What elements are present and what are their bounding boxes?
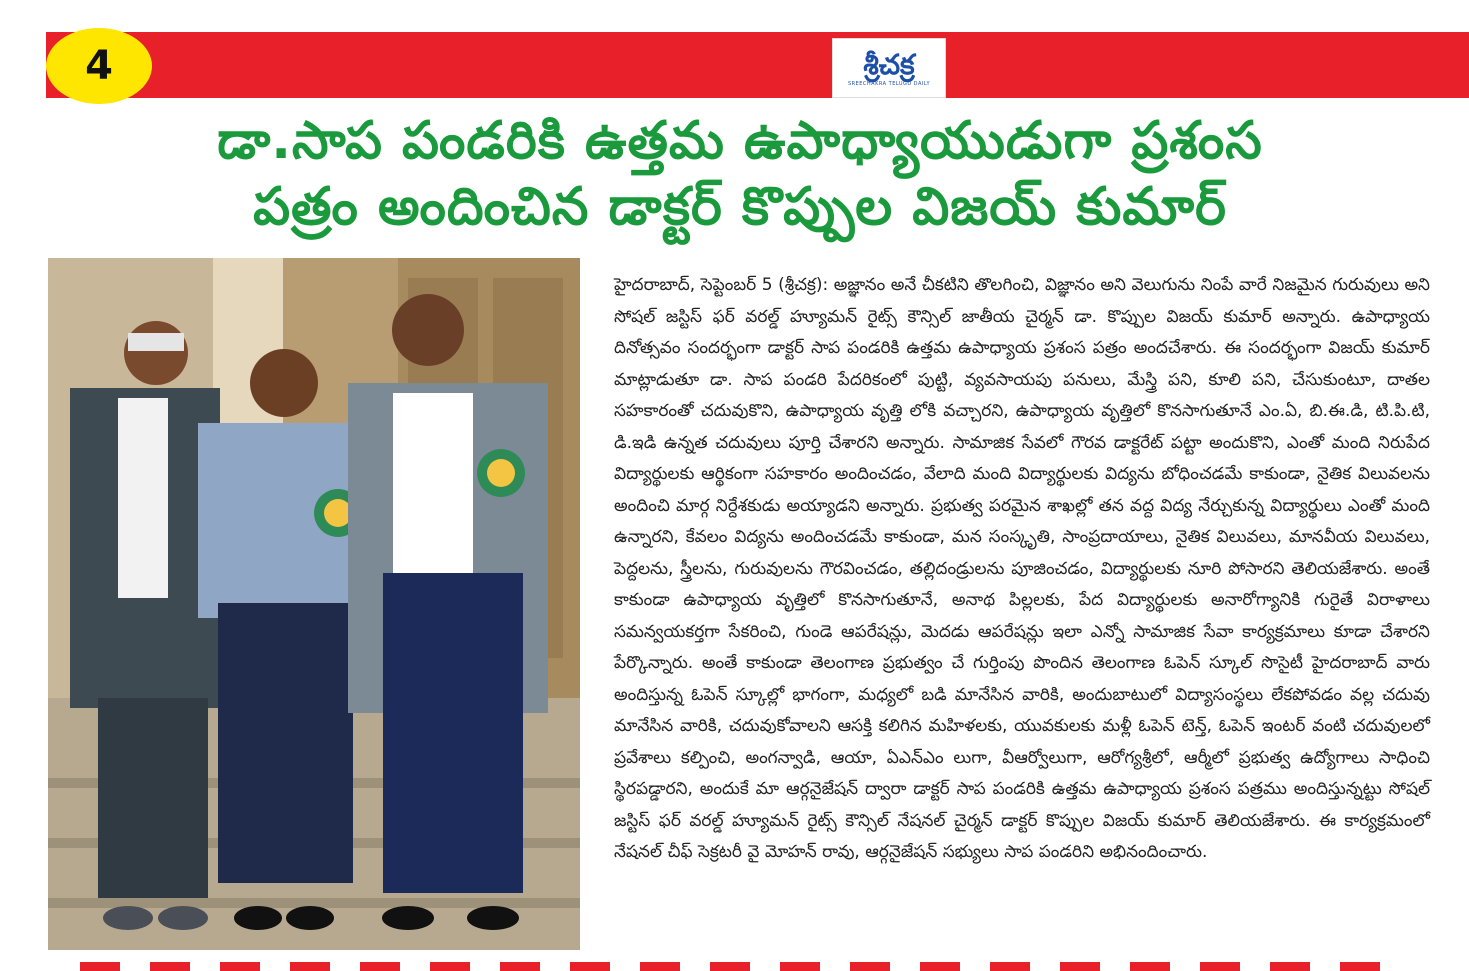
logo-text: శ్రీచక్ర bbox=[863, 48, 915, 81]
headline bbox=[40, 108, 1440, 240]
article-body: హైదరాబాద్, సెప్టెంబర్ 5 (శ్రీచక్ర): అజ్ఞానం అనే చీకటిని తొలగించి, విజ్ఞానం అని వెలుగును నింపే వారే నిజమైన గురువులు అని సోషల్ జస్టిస్ ఫర్ వరల్డ్ హ్యూమన్ రైట్స్ కౌన్సిల్ జాతీయ చైర్మన్ డా. కొప్పుల విజయ్ కుమార్ అన్నారు. ఉపాధ్యాయ దినోత్సవం సందర్భంగా డాక్టర్ సాప పండరికి ఉత్తమ ఉపాధ్యాయ ప్రశంస పత్రం అందచేశారు. ఈ సందర్భంగా విజయ్ కుమార్ మాట్లాడుతూ డా. సాప పండరి పేదరికంలో పుట్టి, వ్యవసాయపు పనులు, మేస్త్రి పని, కూలి పని, చేసుకుంటూ, దాతల సహకారంతో చదువుకొని, ఉపాధ్యాయ వృత్తి లోకి వచ్చారని, ఉపాధ్యాయ వృత్తిలో కొనసాగుతూనే ఎం.ఏ, బి.ఈ.డి, టి.పి.టి, డి.ఇడి ఉన్నత చదువులు పూర్తి చేశారని అన్నారు. సామాజిక సేవలో గౌరవ డాక్టరేట్ పట్టా అందుకొని, ఎంతో మంది నిరుపేద విద్యార్థులకు ఆర్థికంగా సహకారం అందించడం, వేలాది మంది విద్యార్థులకు విద్యను బోధించడమే కాకుండా, నైతిక విలువలను అందించి మార్గ నిర్దేశకుడు అయ్యాడని అన్నారు. ప్రభుత్వ పరమైన శాఖల్లో తన వద్ద విద్య నేర్చుకున్న విద్యార్థులు ఎంతో మంది ఉన్నారని, కేవలం విద్యను అందించడమే కాకుండా, మన సంస్కృతి, సాంప్రదాయాలు, నైతిక విలువలు, మానవీయ విలువలు, పెద్దలను, స్త్రీలను, గురువులను గౌరవించడం, తల్లిదండ్రులను పూజించడం, విద్యార్థులకు నూరి పోసారని తెలియజేశారు. అంతే కాకుండా ఉపాధ్యాయ వృత్తిలో కొనసాగుతూనే, అనాథ పిల్లలకు, పేద విద్యార్థులకు అనారోగ్యానికి గురైతే విరాళాలు సమన్వయకర్తగా సేకరించి, గుండె ఆపరేషన్లు, మెదడు ఆపరేషన్లు ఇలా ఎన్నో సామాజిక సేవా కార్యక్రమాలు కూడా చేశారని పేర్కొన్నారు. అంతే కాకుండా తెలంగాణ ప్రభుత్వం చే గుర్తింపు పొందిన తెలంగాణ ఓపెన్ స్కూల్ సొసైటీ హైదరాబాద్ వారు అందిస్తున్న ఓపెన్ స్కూల్లో భాగంగా, మధ్యలో బడి మానేసిన వారికి, అందుబాటులో విద్యాసంస్థలు లేకపోవడం వల్ల చదువు మానేసిన వారికి, చదువుకోవాలని ఆసక్తి కలిగిన మహిళలకు, యువకులకు మళ్లీ ఓపెన్ టెన్త్, ఓపెన్ ఇంటర్ వంటి చదువులలో ప్రవేశాలు కల్పించి, అంగన్వాడి, ఆయా, ఏఎన్ఎం లుగా, వీఆర్వోలుగా, ఆరోగ్యశ్రీలో, ఆర్మీలో ప్రభుత్వ ఉద్యోగాలు సాధించి స్థిరపడ్డారని, అందుకే మా ఆర్గనైజేషన్ ద్వారా డాక్టర్ సాప పండరికి ఉత్తమ ఉపాధ్యాయ ప్రశంస పత్రము అందిస్తున్నట్టు సోషల్ జస్టిస్ ఫర్ వరల్డ్ హ్యూమన్ రైట్స్ కౌన్సిల్ నేషనల్ చైర్మన్ డాక్టర్ కొప్పుల విజయ్ కుమార్ తెలియజేశారు. ఈ కార్యక్రమంలో నేషనల్ చీఫ్ సెక్రటరీ వై మోహన్ రావు, ఆర్గనైజేషన్ సభ్యులు సాప పండరిని అభినందించారు. bbox=[614, 275, 1430, 862]
page-number-badge: 4 bbox=[46, 28, 152, 104]
logo-tagline: SREECHAKRA TELUGU DAILY bbox=[847, 81, 931, 87]
newspaper-logo bbox=[832, 38, 946, 98]
headline-line-2: పత్రం అందించిన డాక్టర్ కొప్పుల విజయ్ కుమార్ bbox=[253, 177, 1227, 237]
next-headline-fragment bbox=[80, 962, 1380, 971]
masthead-bar bbox=[46, 32, 1469, 98]
headline-line-1: డా.సాప పండరికి ఉత్తమ ఉపాధ్యాయుడుగా ప్రశంస bbox=[217, 111, 1263, 171]
news-photo bbox=[48, 258, 580, 950]
